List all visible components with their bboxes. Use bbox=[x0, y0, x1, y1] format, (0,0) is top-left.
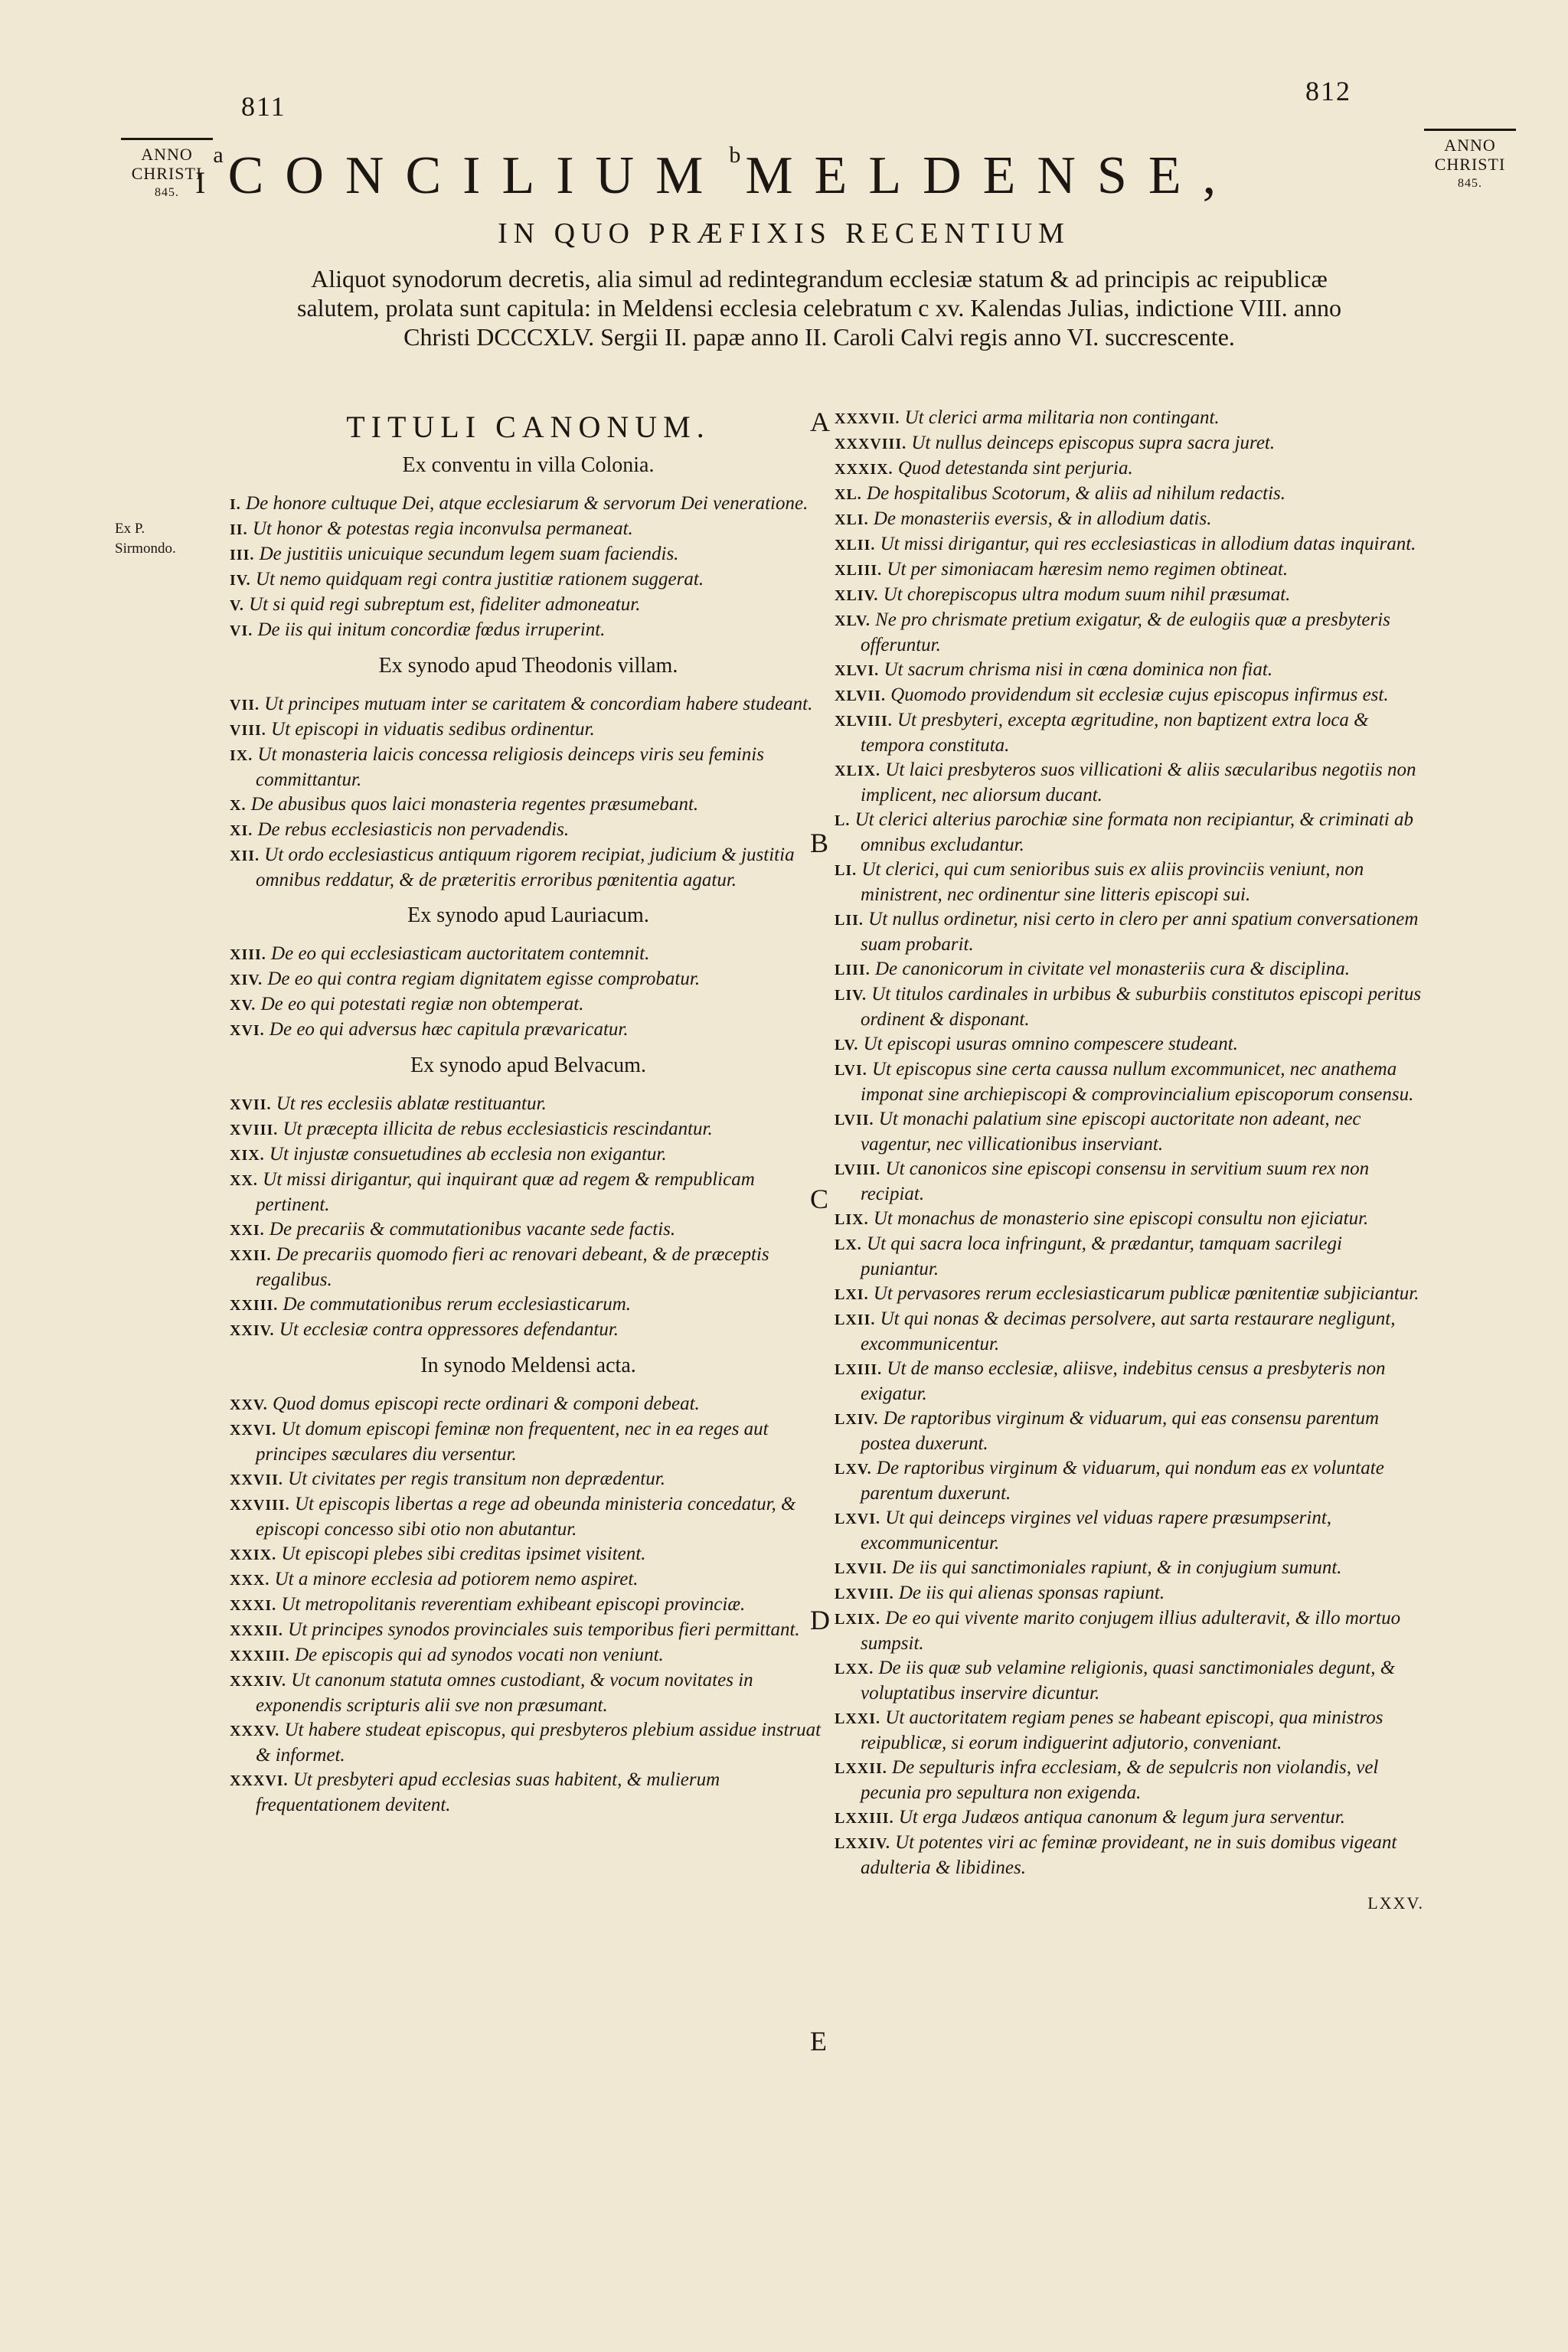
canon-number: XI. bbox=[230, 822, 253, 839]
canon-entry bbox=[835, 406, 1424, 431]
section-heading: Ex synodo apud Theodonis villam. bbox=[378, 654, 678, 678]
canon-entry bbox=[835, 858, 1424, 907]
canon-entry bbox=[835, 1357, 1424, 1406]
canon-number: II. bbox=[230, 521, 248, 538]
document-subtitle: IN QUO PRÆFIXIS RECENTIUM bbox=[498, 217, 1070, 250]
canon-entry bbox=[230, 618, 827, 643]
canon-number: I. bbox=[230, 496, 241, 513]
canon-number: LIV. bbox=[835, 987, 867, 1004]
canon-entry bbox=[230, 517, 827, 542]
canon-number: XXVI. bbox=[230, 1422, 277, 1439]
canon-title: De iis quæ sub velamine religionis, quasi sanctimoniales degunt, & voluptatibus inservire dicuntur. bbox=[861, 1658, 1396, 1704]
canon-number: XLIV. bbox=[835, 587, 879, 604]
canon-number: LXXII. bbox=[835, 1760, 887, 1777]
canon-title: Ut de manso ecclesiæ, aliisve, indebitus census a presbyteris non exigatur. bbox=[861, 1358, 1386, 1404]
canon-entry bbox=[835, 1831, 1424, 1880]
canon-entry bbox=[835, 658, 1424, 683]
canon-entry bbox=[230, 1217, 827, 1243]
canon-entry bbox=[230, 1417, 827, 1467]
canon-entry bbox=[230, 593, 827, 618]
canon-title: Ut si quid regi subreptum est, fideliter admoneatur. bbox=[249, 594, 641, 615]
canon-title: De eo qui vivente marito conjugem illius adulteravit, & illo mortuo sumpsit. bbox=[861, 1608, 1401, 1654]
canon-number: XXXII. bbox=[230, 1622, 283, 1639]
canon-number: LXX. bbox=[835, 1661, 874, 1677]
canon-number: XLIII. bbox=[835, 562, 883, 579]
canon-entry bbox=[835, 907, 1424, 957]
canons-heading: TITULI CANONUM. bbox=[346, 410, 710, 444]
canon-entry bbox=[835, 1456, 1424, 1506]
canon-title: De canonicorum in civitate vel monasteriis cura & disciplina. bbox=[874, 959, 1350, 979]
canon-title: Ut ordo ecclesiasticus antiquum rigorem recipiat, judicium & justitia omnibus reddatur, & de præteritis erroribus pœnitentia agatur. bbox=[256, 844, 795, 890]
canon-number: III. bbox=[230, 547, 255, 564]
canon-title: Ut clerici, qui cum senioribus suis ex aliis provinciis veniunt, non ministrent, nec ordinentur sine litteris episcopi sui. bbox=[861, 859, 1364, 905]
canon-number: LIII. bbox=[835, 962, 871, 978]
canon-number: XXXVIII. bbox=[835, 436, 907, 452]
canon-title: Ut episcopi in viduatis sedibus ordinentur. bbox=[271, 719, 595, 740]
canon-title: De commutationibus rerum ecclesiasticarum. bbox=[283, 1294, 632, 1315]
canon-number: XXXVI. bbox=[230, 1772, 289, 1789]
canon-entry bbox=[230, 1018, 827, 1043]
canon-title: Ut episcopi plebes sibi creditas ipsimet visitent. bbox=[281, 1544, 646, 1564]
canon-title: De rebus ecclesiasticis non pervadendis. bbox=[257, 819, 570, 840]
canon-title: Ut clerici alterius parochiæ sine formata non recipiantur, & criminati ab omnibus excludantur. bbox=[854, 809, 1413, 855]
canon-entry bbox=[230, 1092, 827, 1117]
canon-number: LXIV. bbox=[835, 1411, 879, 1428]
intro-paragraph: Aliquot synodorum decretis, alia simul ad redintegrandum ecclesiæ statum & ad principis ac reipublicæ salutem, prolata sunt capitula: in Meldensi ecclesia celebratum c xv. Kalendas Julias, indictione VIII. anno Christi DCCCXLV. Sergii II. papæ anno II. Caroli Calvi regis anno VI. succrescente. bbox=[296, 265, 1341, 351]
canon-title: De sepulturis infra ecclesiam, & de sepulcris non violandis, vel pecunia pro sepultura non exigenda. bbox=[861, 1757, 1379, 1803]
canon-number: LIX. bbox=[835, 1211, 869, 1228]
canon-title: Ut per simoniacam hæresim nemo regimen obtineat. bbox=[887, 559, 1289, 580]
canon-entry bbox=[835, 608, 1424, 658]
canon-title: Ut clerici arma militaria non contingant. bbox=[904, 407, 1220, 428]
canon-number: XIV. bbox=[230, 972, 263, 988]
canon-number: XL. bbox=[835, 486, 862, 503]
canon-number: XXXIV. bbox=[230, 1673, 286, 1690]
canon-entry bbox=[835, 1032, 1424, 1057]
canon-entry bbox=[230, 1492, 827, 1542]
canon-entry bbox=[230, 492, 827, 517]
canon-entry bbox=[835, 482, 1424, 507]
section-heading: Ex conventu in villa Colonia. bbox=[402, 453, 655, 477]
canon-entry bbox=[835, 1157, 1424, 1207]
canon-number: VI. bbox=[230, 622, 253, 639]
canon-title: Ut episcopis libertas a rege ad obeunda ministeria concedatur, & episcopi concesso sibi otio non abutantur. bbox=[256, 1494, 796, 1540]
canon-number: VII. bbox=[230, 697, 260, 714]
canon-number: LXVIII. bbox=[835, 1586, 894, 1602]
canon-number: LVII. bbox=[835, 1112, 874, 1129]
canon-entry bbox=[230, 1318, 827, 1343]
canon-entry bbox=[230, 818, 827, 843]
canon-number: IX. bbox=[230, 747, 253, 764]
canon-title: Quomodo providendum sit ecclesiæ cujus episcopus infirmus est. bbox=[890, 684, 1389, 705]
canon-entry bbox=[835, 708, 1424, 758]
canon-title: Ut monachus de monasterio sine episcopi consultu non ejiciatur. bbox=[873, 1208, 1369, 1229]
canon-number: LVIII. bbox=[835, 1161, 881, 1178]
canon-number: XLVI. bbox=[835, 662, 880, 679]
canon-entry bbox=[230, 1643, 827, 1668]
canon-title: De eo qui potestati regiæ non obtemperat. bbox=[260, 994, 584, 1014]
canon-entry bbox=[835, 808, 1424, 858]
canon-number: LV. bbox=[835, 1037, 859, 1054]
left-column bbox=[230, 406, 827, 1818]
canon-title: Ut auctoritatem regiam penes se habeant episcopi, qua ministros reipublicæ, si eorum indiguerint adjutorio, conveniant. bbox=[861, 1707, 1383, 1753]
canon-number: L. bbox=[835, 812, 851, 829]
canon-number: XV. bbox=[230, 997, 256, 1014]
canon-title: Ut sacrum chrisma nisi in cœna dominica non fiat. bbox=[884, 659, 1273, 680]
canon-title: Ut ecclesiæ contra oppressores defendantur. bbox=[279, 1319, 619, 1340]
canon-title: Ut laici presbyteros suos villicationi & aliis sæcularibus negotiis non implicent, nec aliorsum ducant. bbox=[861, 760, 1416, 805]
canon-number: XVI. bbox=[230, 1022, 265, 1039]
canon-number: XXXVII. bbox=[835, 410, 900, 427]
canon-number: LX. bbox=[835, 1236, 862, 1253]
canon-entry bbox=[230, 1392, 827, 1417]
canon-title: Ut presbyteri, excepta ægritudine, non baptizent extra loca & tempora constituta. bbox=[861, 710, 1369, 756]
canon-number: XIII. bbox=[230, 946, 266, 963]
canon-title: De iis qui alienas sponsas rapiunt. bbox=[898, 1583, 1165, 1603]
canon-number: XXXI. bbox=[230, 1597, 277, 1614]
canon-title: De hospitalibus Scotorum, & aliis ad nihilum redactis. bbox=[867, 483, 1286, 504]
canon-title: De eo qui contra regiam dignitatem egisse comprobatur. bbox=[267, 969, 701, 989]
canon-entry bbox=[230, 692, 827, 717]
canon-number: XXXV. bbox=[230, 1723, 280, 1740]
canon-number: VIII. bbox=[230, 722, 266, 739]
canon-entry bbox=[230, 717, 827, 743]
canon-entry bbox=[230, 1718, 827, 1768]
canon-title: Quod domus episcopi recte ordinari & componi debeat. bbox=[273, 1393, 700, 1414]
section-letter-a: A bbox=[810, 407, 830, 437]
canon-number: LII. bbox=[835, 912, 864, 929]
canon-title: Ne pro chrismate pretium exigatur, & de eulogiis quæ a presbyteris offeruntur. bbox=[861, 609, 1390, 655]
canon-title: Ut metropolitanis reverentiam exhibeant episcopi provinciæ. bbox=[281, 1594, 746, 1615]
canon-entry bbox=[230, 942, 827, 967]
canon-entry bbox=[835, 507, 1424, 532]
canon-title: De episcopis qui ad synodos vocati non veniunt. bbox=[294, 1645, 664, 1665]
canon-number: XXXIII. bbox=[230, 1648, 290, 1664]
canon-title: Ut injustæ consuetudines ab ecclesia non exigantur. bbox=[269, 1144, 667, 1165]
canon-entry bbox=[835, 1756, 1424, 1805]
canon-number: XIX. bbox=[230, 1147, 265, 1164]
canon-number: XXXIX. bbox=[835, 461, 893, 478]
canon-title: Ut habere studeat episcopus, qui presbyteros plebium assidue instruat & informet. bbox=[256, 1720, 822, 1766]
canon-title: Quod detestanda sint perjuria. bbox=[897, 458, 1133, 479]
canon-number: XXVII. bbox=[230, 1472, 283, 1488]
canon-number: LXXIII. bbox=[835, 1810, 894, 1827]
canon-title: Ut presbyteri apud ecclesias suas habitent, & mulierum frequentationem devitent. bbox=[256, 1769, 720, 1815]
canon-entry bbox=[835, 1656, 1424, 1706]
section-heading: In synodo Meldensi acta. bbox=[420, 1354, 636, 1377]
canon-number: XXII. bbox=[230, 1247, 272, 1264]
canon-entry bbox=[835, 1406, 1424, 1456]
canon-number: XX. bbox=[230, 1172, 258, 1189]
canon-title: Ut pervasores rerum ecclesiasticarum publicæ pœnitentiæ subjiciantur. bbox=[873, 1283, 1419, 1304]
canon-number: LXIII. bbox=[835, 1361, 883, 1378]
canon-number: XLII. bbox=[835, 537, 876, 554]
canon-title: De precariis quomodo fieri ac renovari debeant, & de præceptis regalibus. bbox=[256, 1244, 769, 1290]
canon-title: Ut præcepta illicita de rebus ecclesiasticis rescindantur. bbox=[283, 1119, 713, 1139]
canon-entry bbox=[835, 957, 1424, 982]
canon-title: Ut canonum statuta omnes custodiant, & vocum novitates in exponendis scripturis alii sve non præsumant. bbox=[256, 1670, 753, 1716]
canon-number: LVI. bbox=[835, 1062, 867, 1079]
margin-note: Ex P. Sirmondo. bbox=[115, 521, 176, 557]
canon-entry bbox=[835, 1556, 1424, 1581]
canon-title: De iis qui sanctimoniales rapiunt, & in conjugium sumunt. bbox=[892, 1557, 1342, 1578]
canon-entry bbox=[835, 456, 1424, 482]
section-letter-d: D bbox=[810, 1605, 830, 1635]
canon-entry bbox=[835, 1282, 1424, 1307]
canon-title: Ut honor & potestas regia inconvulsa permaneat. bbox=[252, 518, 633, 539]
canon-title: Ut civitates per regis transitum non deprædentur. bbox=[288, 1468, 665, 1489]
canon-title: Ut missi dirigantur, qui res ecclesiasticas in allodium datas inquirant. bbox=[880, 534, 1416, 554]
canon-title: Ut qui deinceps virgines vel viduas rapere præsumpserint, excommunicentur. bbox=[861, 1508, 1332, 1553]
canon-number: XXIX. bbox=[230, 1547, 277, 1563]
canon-number: LXV. bbox=[835, 1461, 872, 1478]
canon-title: Ut qui nonas & decimas persolvere, aut sarta restaurare negligunt, excommunicentur. bbox=[861, 1308, 1396, 1354]
canon-title: Ut principes mutuam inter se caritatem & concordiam habere studeant. bbox=[264, 694, 813, 714]
canon-entry bbox=[835, 1805, 1424, 1831]
canon-title: Ut monasteria laicis concessa religiosis deinceps viris seu feminis committantur. bbox=[256, 744, 764, 790]
canon-title: De eo qui ecclesiasticam auctoritatem contemnit. bbox=[271, 943, 650, 964]
canon-entry bbox=[835, 557, 1424, 583]
canon-entry bbox=[230, 967, 827, 992]
canon-entry bbox=[230, 1542, 827, 1567]
canon-entry bbox=[230, 992, 827, 1018]
canon-title: Ut episcopus sine certa caussa nullum excommunicet, nec anathema imponat sine archiepiscopi & comprovincialium episcoporum consensu. bbox=[861, 1059, 1414, 1105]
section-letter-c: C bbox=[810, 1184, 829, 1214]
canon-entry bbox=[230, 1117, 827, 1142]
canon-title: Ut episcopi usuras omnino compescere studeant. bbox=[863, 1034, 1238, 1054]
canon-title: De abusibus quos laici monasteria regentes præsumebant. bbox=[250, 794, 699, 815]
canon-number: XXIV. bbox=[230, 1322, 275, 1339]
canon-entry bbox=[835, 583, 1424, 608]
canon-entry bbox=[230, 1768, 827, 1818]
canon-number: LXI. bbox=[835, 1286, 869, 1303]
canon-title: De precariis & commutationibus vacante sede factis. bbox=[269, 1219, 676, 1240]
canon-entry bbox=[835, 1307, 1424, 1357]
canon-number: IV. bbox=[230, 572, 251, 589]
page-number-right: 812 bbox=[1305, 76, 1351, 106]
canon-entry bbox=[230, 1567, 827, 1592]
canon-title: Ut titulos cardinales in urbibus & suburbiis constitutos episcopi peritus ordinent & disponant. bbox=[861, 984, 1422, 1030]
canon-entry bbox=[230, 1467, 827, 1492]
canon-number: XLVII. bbox=[835, 688, 886, 704]
canon-title: Ut qui sacra loca infringunt, & prædantur, tamquam sacrilegi puniantur. bbox=[861, 1233, 1342, 1279]
canon-entry bbox=[230, 1243, 827, 1292]
canon-entry bbox=[835, 1706, 1424, 1756]
canon-number: XVIII. bbox=[230, 1122, 279, 1138]
canon-number: X. bbox=[230, 797, 247, 814]
canon-entry bbox=[835, 1057, 1424, 1107]
canon-number: LXVI. bbox=[835, 1511, 881, 1527]
anno-christi-left: ANNO CHRISTI 845. bbox=[121, 138, 213, 202]
canon-number: XXV. bbox=[230, 1396, 268, 1413]
canon-title: De raptoribus virginum & viduarum, qui nondum eas ex voluntate parentum duxerunt. bbox=[861, 1458, 1384, 1504]
canon-title: Ut erga Judæos antiqua canonum & legum jura serventur. bbox=[898, 1807, 1345, 1828]
canon-entry bbox=[230, 843, 827, 893]
canon-number: XII. bbox=[230, 848, 260, 864]
page-number-left: 811 bbox=[241, 91, 286, 122]
canon-title: Ut nullus ordinetur, nisi certo in clero per anni spatium conversationem suam probarit. bbox=[861, 909, 1419, 955]
canon-number: XVII. bbox=[230, 1096, 272, 1113]
canon-entry bbox=[230, 567, 827, 593]
canon-entry bbox=[230, 1292, 827, 1318]
canon-number: V. bbox=[230, 597, 244, 614]
canon-title: De raptoribus virginum & viduarum, qui eas consensu parentum postea duxerunt. bbox=[861, 1408, 1380, 1454]
canon-entry bbox=[230, 1168, 827, 1217]
canon-number: LXVII. bbox=[835, 1560, 887, 1577]
canon-entry bbox=[230, 1592, 827, 1618]
canon-title: Ut canonicos sine episcopi consensu in servitium suum rex non recipiat. bbox=[861, 1158, 1370, 1204]
canon-number: XXIII. bbox=[230, 1297, 279, 1314]
canon-entry bbox=[835, 758, 1424, 808]
canon-title: Ut principes synodos provinciales suis temporibus fieri permittant. bbox=[288, 1619, 800, 1640]
canon-number: LXXIV. bbox=[835, 1835, 890, 1852]
canon-number: XLIX. bbox=[835, 763, 881, 779]
canon-number: XLV. bbox=[835, 612, 871, 629]
canon-number: LXIX. bbox=[835, 1611, 881, 1628]
canon-title: Ut monachi palatium sine episcopi auctoritate non adeant, nec vagentur, nec villicationibus inserviant. bbox=[861, 1109, 1361, 1155]
canon-number: XXI. bbox=[230, 1222, 265, 1239]
section-letter-e: E bbox=[810, 2026, 827, 2056]
canon-entry bbox=[230, 542, 827, 567]
canon-entry bbox=[835, 1606, 1424, 1656]
canon-number: XXX. bbox=[230, 1572, 270, 1589]
canon-entry bbox=[835, 1207, 1424, 1232]
canon-entry bbox=[835, 1581, 1424, 1606]
canon-entry bbox=[835, 982, 1424, 1032]
canon-title: De justitiis unicuique secundum legem suam faciendis. bbox=[259, 544, 679, 564]
canon-number: LI. bbox=[835, 862, 858, 879]
canon-title: Ut potentes viri ac feminæ provideant, ne in suis domibus vigeant adulteria & libidines. bbox=[861, 1832, 1397, 1878]
canon-entry bbox=[835, 431, 1424, 456]
canon-entry bbox=[230, 743, 827, 792]
canon-entry bbox=[835, 1232, 1424, 1282]
canon-title: Ut missi dirigantur, qui inquirant quæ ad regem & rempublicam pertinent. bbox=[256, 1169, 755, 1215]
canon-entry bbox=[230, 792, 827, 818]
canon-title: Ut nemo quidquam regi contra justitiæ rationem suggerat. bbox=[255, 569, 704, 590]
canon-entry bbox=[835, 683, 1424, 708]
canon-title: Ut chorepiscopus ultra modum suum nihil præsumat. bbox=[883, 584, 1291, 605]
canon-number: XXVIII. bbox=[230, 1497, 290, 1514]
canon-title: Ut nullus deinceps episcopus supra sacra juret. bbox=[911, 433, 1276, 453]
canon-title: De monasteriis eversis, & in allodium datis. bbox=[873, 508, 1212, 529]
document-title: $I^aCONCILIUM$ $^b$MELDENSE, bbox=[195, 142, 1238, 205]
canon-entry bbox=[835, 532, 1424, 557]
anno-christi-right: ANNO CHRISTI 845. bbox=[1424, 129, 1516, 193]
canon-title: De eo qui adversus hæc capitula prævaricatur. bbox=[269, 1019, 629, 1040]
section-letter-b: B bbox=[810, 828, 829, 858]
canon-entry bbox=[835, 1107, 1424, 1157]
canon-entry bbox=[835, 1506, 1424, 1556]
catchword: LXXV. bbox=[1367, 1893, 1424, 1913]
right-column bbox=[835, 406, 1424, 1916]
canon-entry bbox=[230, 1668, 827, 1718]
canon-entry bbox=[230, 1142, 827, 1168]
canon-number: LXII. bbox=[835, 1312, 876, 1328]
section-heading: Ex synodo apud Belvacum. bbox=[410, 1054, 646, 1077]
section-heading: Ex synodo apud Lauriacum. bbox=[407, 903, 649, 927]
canon-number: LXXI. bbox=[835, 1710, 881, 1727]
canon-title: Ut a minore ecclesia ad potiorem nemo aspiret. bbox=[274, 1569, 639, 1589]
canon-entry bbox=[230, 1618, 827, 1643]
canon-number: XLI. bbox=[835, 511, 869, 528]
canon-title: De iis qui initum concordiæ fœdus irruperint. bbox=[257, 619, 606, 640]
canon-title: Ut domum episcopi feminæ non frequentent, nec in ea reges aut principes sæculares diu versentur. bbox=[256, 1419, 769, 1465]
canon-title: De honore cultuque Dei, atque ecclesiarum & servorum Dei veneratione. bbox=[246, 493, 808, 514]
canon-title: Ut res ecclesiis ablatæ restituantur. bbox=[276, 1093, 547, 1114]
canon-number: XLVIII. bbox=[835, 713, 893, 730]
